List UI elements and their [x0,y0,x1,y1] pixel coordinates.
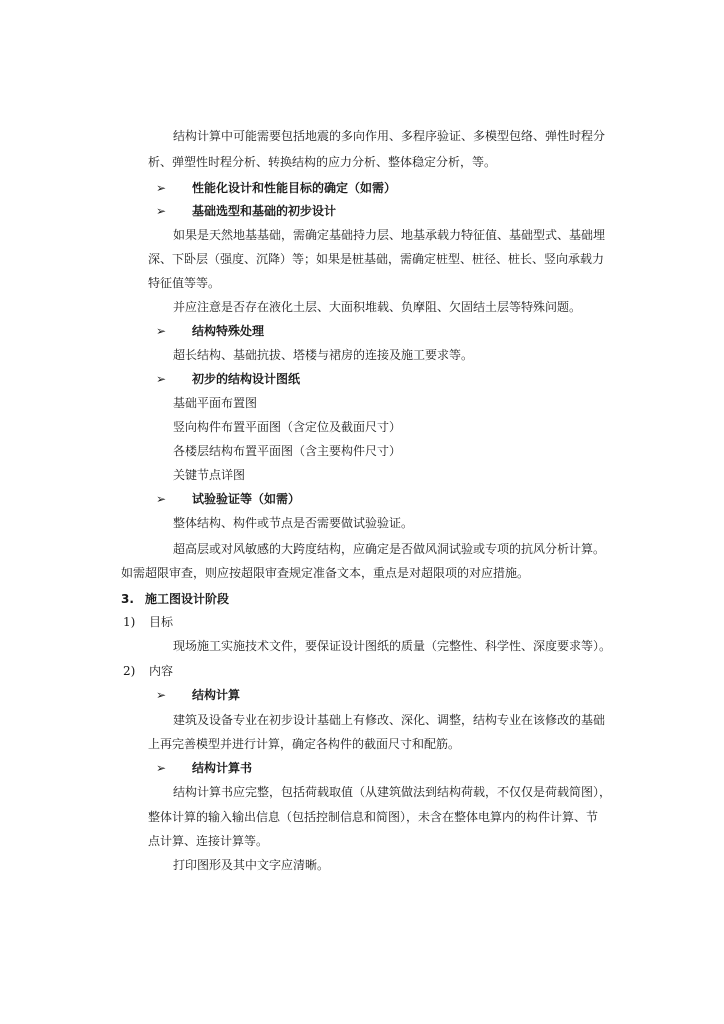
paragraph-line: 点计算、连接计算等。 [148,834,269,848]
paragraph-line: 深、下卧层（强度、沉降）等；如果是桩基础，需确定桩型、桩径、桩长、竖向承载力 [148,252,605,266]
paragraph-line: 建筑及设备专业在初步设计基础上有修改、深化、调整，结构专业在该修改的基础 [173,713,606,727]
list-line: 关键节点详图 [173,468,246,482]
list-line: 各楼层结构布置平面图（含主要构件尺寸） [173,444,402,458]
subsection-title: 内容 [149,664,174,678]
bullet-heading-text: 结构计算书 [192,761,253,775]
bullet-heading [156,491,300,507]
list-line: 基础平面布置图 [173,396,258,410]
bullet-heading [156,760,252,776]
paragraph-line: 特征值等等。 [148,276,221,290]
bullet-heading [156,371,300,387]
subsection-number: 1) [123,615,136,629]
paragraph-line: 析、弹塑性时程分析、转换结构的应力分析、整体稳定分析，等。 [148,155,497,169]
bullet-heading-text: 基础选型和基础的初步设计 [192,204,337,218]
bullet-heading-text: 初步的结构设计图纸 [192,372,301,386]
arrow-bullet-icon: ➢ [156,324,167,338]
paragraph-line: 如果是天然地基基础，需确定基础持力层、地基承载力特征值、基础型式、基础埋 [173,228,606,242]
bullet-heading-text: 试验验证等（如需） [192,492,301,506]
paragraph-line: 打印图形及其中文字应清晰。 [173,858,330,872]
bullet-heading-text: 性能化设计和性能目标的确定（如需） [192,181,397,195]
arrow-bullet-icon: ➢ [156,688,167,702]
bullet-heading [156,180,396,196]
list-line: 竖向构件布置平面图（含定位及截面尺寸） [173,420,402,434]
arrow-bullet-icon: ➢ [156,492,167,506]
paragraph-line: 超高层或对风敏感的大跨度结构，应确定是否做风洞试验或专项的抗风分析计算。 [173,542,606,556]
subsection-title: 目标 [149,615,174,629]
paragraph-line: 并应注意是否存在液化土层、大面积堆载、负摩阻、欠固结土层等特殊问题。 [173,300,582,314]
section-title: 施工图设计阶段 [145,592,230,606]
subsection-heading [123,663,173,679]
section-number: 3. [121,592,134,606]
bullet-heading [156,687,240,703]
paragraph-line: 上再完善模型并进行计算，确定各构件的截面尺寸和配筋。 [148,737,461,751]
paragraph-line: 整体计算的输入输出信息（包括控制信息和简图），未含在整体电算内的构件计算、节 [148,810,599,824]
arrow-bullet-icon: ➢ [156,204,167,218]
bullet-heading [156,323,264,339]
bullet-heading-text: 结构计算 [192,688,241,702]
subsection-heading [123,614,173,630]
arrow-bullet-icon: ➢ [156,761,167,775]
section-heading [121,591,229,607]
bullet-heading-text: 结构特殊处理 [192,324,265,338]
paragraph-line: 结构计算中可能需要包括地震的多向作用、多程序验证、多模型包络、弹性时程分 [173,129,606,143]
bullet-heading [156,203,336,219]
paragraph-line: 现场施工实施技术文件，要保证设计图纸的质量（完整性、科学性、深度要求等）。 [173,639,612,653]
subsection-number: 2) [123,664,136,678]
paragraph-line: 结构计算书应完整，包括荷载取值（从建筑做法到结构荷载，不仅仅是荷载简图）， [173,785,612,799]
paragraph-line: 如需超限审查，则应按超限审查规定准备文本，重点是对超限项的对应措施。 [121,566,530,580]
arrow-bullet-icon: ➢ [156,181,167,195]
paragraph-line: 整体结构、构件或节点是否需要做试验验证。 [173,516,414,530]
arrow-bullet-icon: ➢ [156,372,167,386]
paragraph-line: 超长结构、基础抗拔、塔楼与裙房的连接及施工要求等。 [173,348,474,362]
